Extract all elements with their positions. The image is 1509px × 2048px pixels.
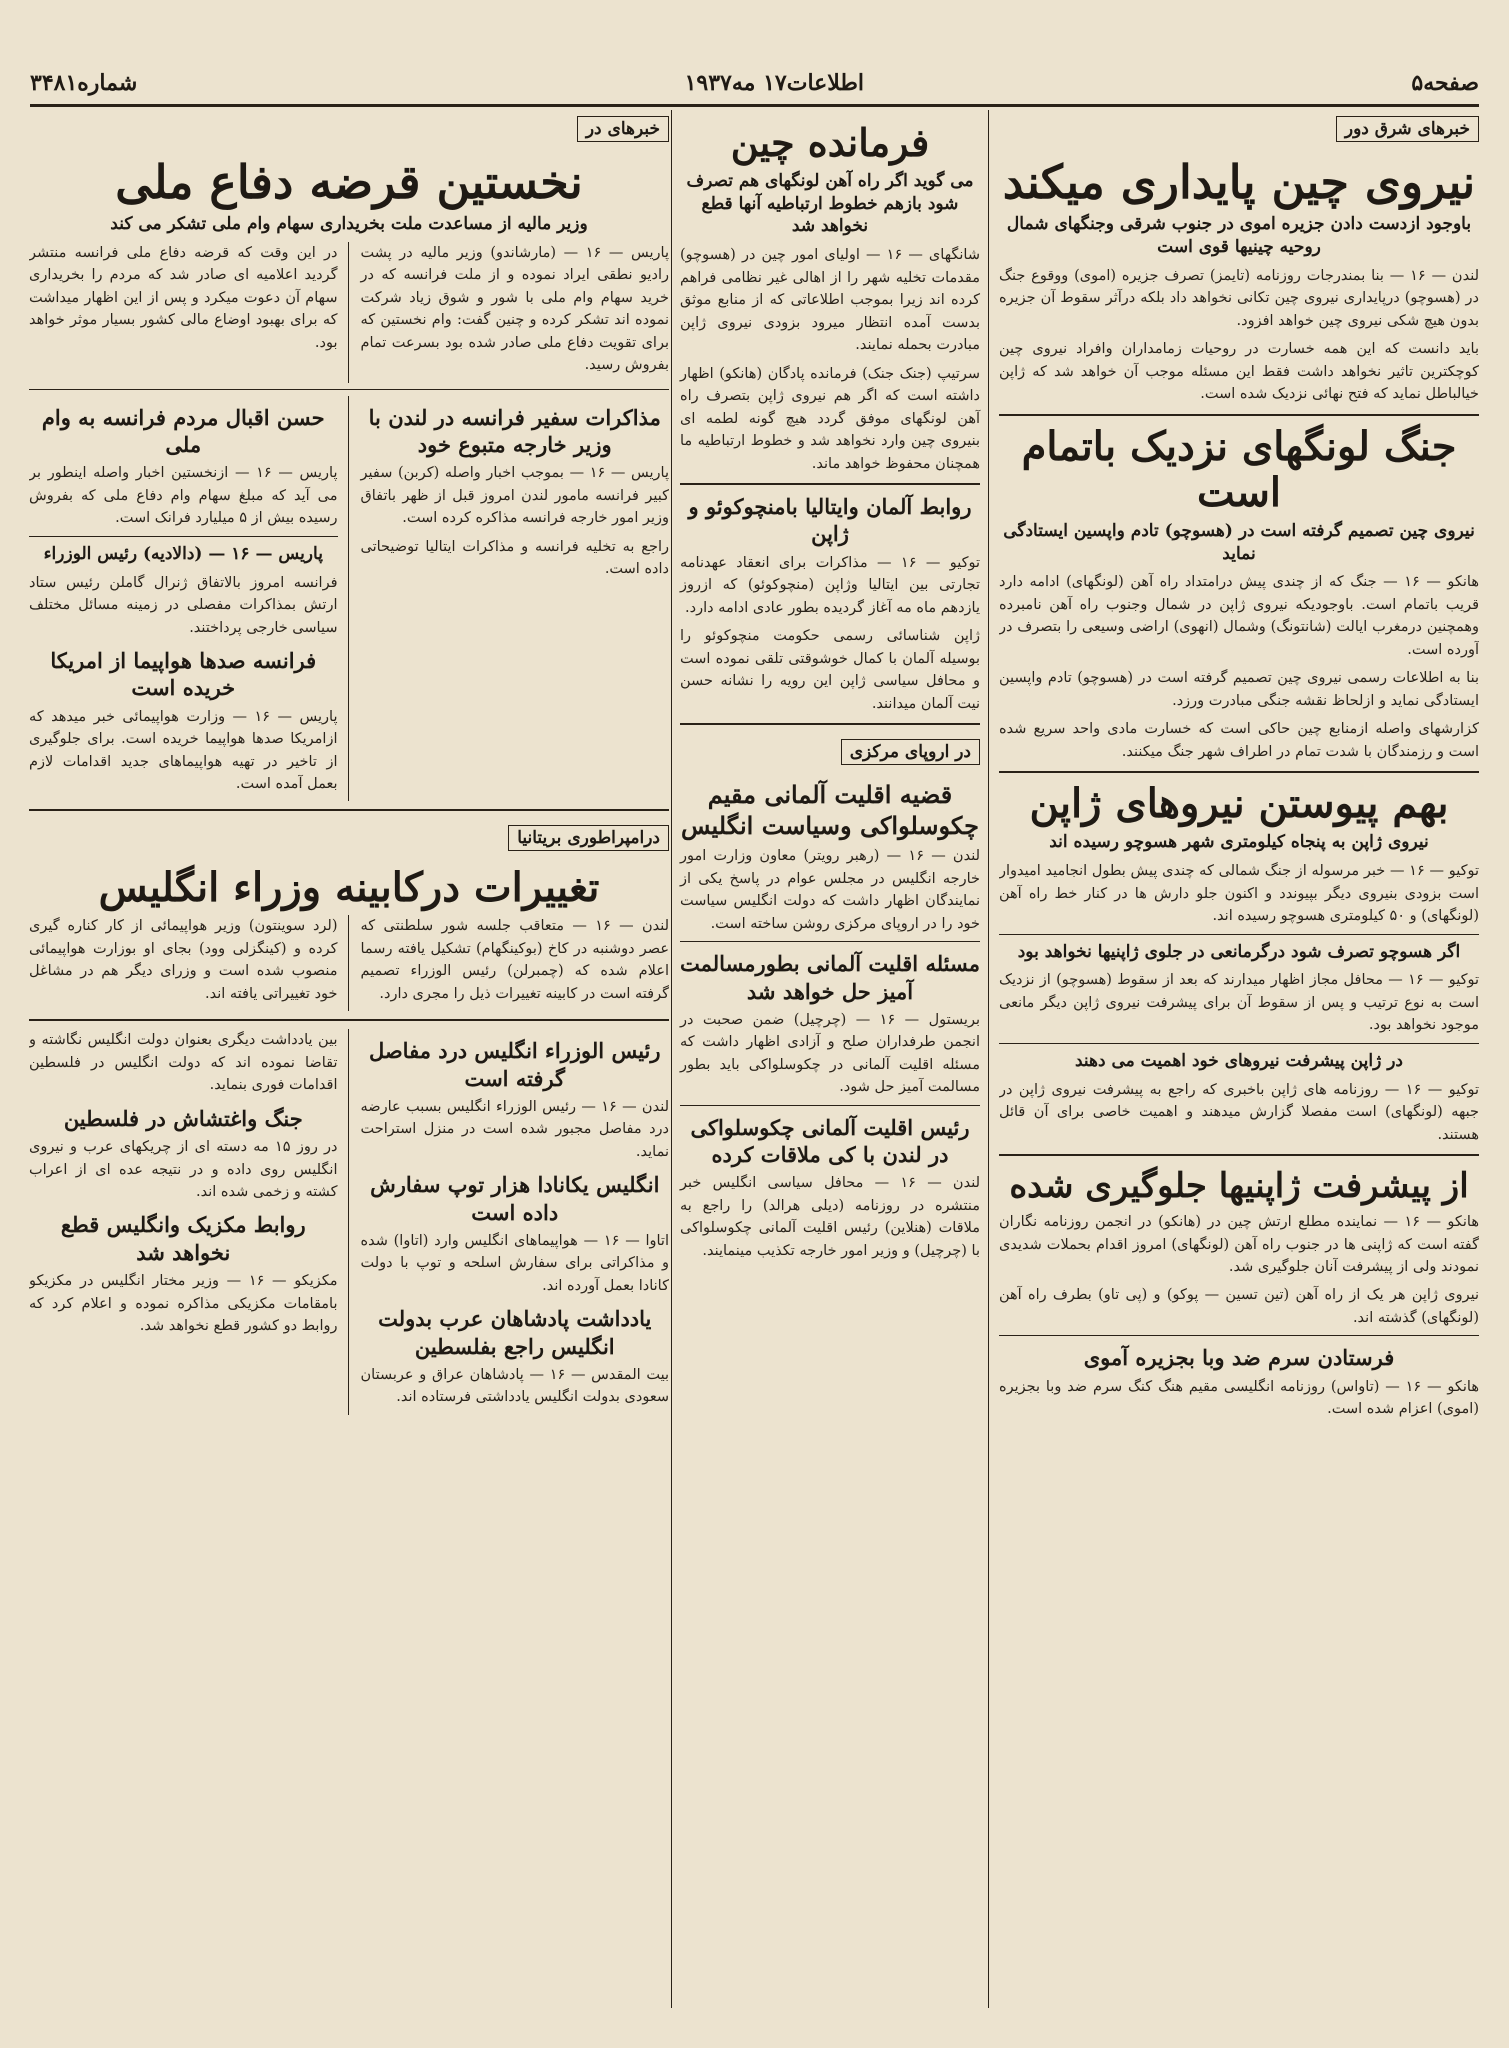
article-paragraph: راجع به تخلیه فرانسه و مذاکرات ایتالیا توضیحاتی داده است. — [360, 538, 669, 578]
divider — [29, 1019, 669, 1021]
issue-date: اطلاعات۱۷ مه۱۹۳۷ — [684, 70, 865, 96]
divider — [680, 941, 980, 942]
headline: یادداشت پادشاهان عرب بدولت انگلیس راجع بفلسطین — [378, 1306, 652, 1359]
two-column-text — [29, 1029, 669, 1415]
article-paragraph: فرانسه امروز بالاتفاق ژنرال گاملن رئیس ستاد ارتش بمذاکرات مفصلی در زمینه مسائل مختلف سیاسی خارجی پرداختند. — [29, 574, 338, 636]
section-kicker: خبرهای شرق دور — [1336, 116, 1479, 142]
headline: از پیشرفت ژاپنیها جلوگیری شده — [1009, 1166, 1469, 1207]
headline: فرانسه صدها هواپیما از امریکا خریده است — [50, 647, 317, 701]
section-kicker: خبرهای در — [577, 116, 669, 142]
article-paragraph: در روز ۱۵ مه دسته ای از چریکهای عرب و نیروی انگلیس روی داده و در نتیجه عده ای از اعراب کشته و زخمی شده اند. — [29, 1139, 338, 1200]
column-east-asia — [999, 110, 1479, 2008]
subheadline: وزیر مالیه از مساعدت ملت بخریداری سهام وام ملی تشکر می کند — [110, 213, 588, 234]
headline: جنگ لونگهای نزدیک باتمام است — [1021, 422, 1457, 516]
headline: مسئله اقلیت آلمانی بطورمسالمت آمیز حل خواهد شد — [680, 951, 980, 1004]
subheadline: می گوید اگر راه آهن لونگهای هم تصرف شود بازهم خطوط ارتباطیه آنها قطع نخواهد شد — [686, 170, 974, 237]
two-column-text — [29, 242, 669, 383]
article-paragraph: مکزیکو — ۱۶ — وزیر مختار انگلیس در مکزیکو بامقامات مکزیکی مذاکره نموده و اعلام کرد که روابط دو کشور قطع نخواهد شد. — [29, 1273, 338, 1334]
divider — [680, 483, 980, 485]
article-paragraph: لندن — ۱۶ — (رهبر رویتر) معاون وزارت امور خارجه انگلیس در مجلس عوام در پاسخ یکی از نمایندگان اظهار داشت که دولت انگلیس سیاست خود را در اروپای مرکزی روشن ساخته است. — [680, 848, 980, 932]
article-paragraph: هانکو — ۱۶ — (تاواس) روزنامه انگلیسی مقیم هنگ کنگ سرم ضد وبا بجزیره (اموی) اعزام شده است. — [999, 1378, 1479, 1418]
headline: روابط آلمان وایتالیا بامنچوکوئو و ژاپن — [688, 494, 972, 547]
divider — [999, 934, 1479, 935]
article-paragraph: پاریس — ۱۶ — بموجب اخبار واصله (کربن) سفیر کبیر فرانسه مامور لندن امروز قبل از ظهر باتفاق وزیر امور خارجه فرانسه مذاکره کرده است. — [360, 465, 669, 527]
headline: فرستادن سرم ضد وبا بجزیره آموی — [1083, 1345, 1395, 1371]
issue-number: شماره۳۴۸۱ — [30, 70, 138, 96]
article-paragraph: لندن — ۱۶ — متعاقب جلسه شور سلطنتی که عصر دوشنبه در کاخ (بوکینگهام) تشکیل یافته رسما اعلام شده که (چمبرلن) رئیس الوزراء تصمیم گرفته است در کابینه تغییرات ذیل را مجری دارد. — [360, 918, 669, 1002]
section-kicker: درامپراطوری بریتانیا — [508, 825, 669, 851]
divider — [29, 809, 669, 811]
two-column-text — [29, 915, 669, 1011]
headline: در ژاپن پیشرفت نیروهای خود اهمیت می دهند — [1074, 1050, 1403, 1071]
headline: نخستین قرضه دفاع ملی — [115, 155, 583, 209]
divider — [999, 1154, 1479, 1156]
divider — [999, 1335, 1479, 1336]
headline: پاریس — ۱۶ — (دالادیه) رئیس الوزراء — [43, 543, 323, 564]
article-paragraph: لندن — ۱۶ — رئیس الوزراء انگلیس بسبب عارضه درد مفاصل مجبور شده است در منزل استراحت نماید. — [360, 1098, 669, 1160]
headline: اگر هسوچو تصرف شود درگرمانعی در جلوی ژاپنیها نخواهد بود — [1017, 941, 1461, 962]
article-paragraph: بنا به اطلاعات رسمی نیروی چین تصمیم گرفته است در (هسوچو) تادم واپسین ایستادگی نماید و ازلحاظ نقشه جنگی مبادرت ورزد. — [999, 670, 1479, 709]
article-paragraph: ژاپن شناسائی رسمی حکومت منچوکوئو را بوسیله آلمان با کمال خوشوقتی تلقی نموده است و محافل سیاسی ژاپن این رویه را نشانه حسن نیت آلمان میدانند. — [680, 628, 980, 712]
two-column-text — [29, 396, 669, 802]
article-paragraph: توکیو — ۱۶ — روزنامه های ژاپن باخبری که راجع به پیشرفت نیروی ژاپن در جبهه (لونگهای) است مفصلا گزارش میدهند و اهمیت خاصی برای آن قائل هستند. — [999, 1081, 1479, 1143]
page-number: صفحه۵ — [1411, 70, 1479, 96]
article-paragraph: اتاوا — ۱۶ — هواپیماهای انگلیس وارد (اتاوا) شده و مذاکراتی برای سفارش اسلحه و توپ با دولت کانادا بعمل آورده اند. — [360, 1232, 669, 1294]
headline: انگلیس یکانادا هزار توپ سفارش داده است — [370, 1172, 660, 1225]
divider — [999, 771, 1479, 773]
article-paragraph: توکیو — ۱۶ — خبر مرسوله از جنگ شمالی که چندی پیش بطول انجامید امیدوار است بزودی بنیروی دیگر بپیوندد و اکنون جلو دارش ها در کنار خط راه آهن (لونگهای) و ۵۰ کیلومتری هسوچو رسیده اند. — [999, 863, 1479, 925]
headline: جنگ واغتشاش در فلسطین — [63, 1105, 303, 1131]
article-paragraph: هانکو — ۱۶ — نماینده مطلع ارتش چین در (هانکو) در انجمن روزنامه نگاران گفته است که ژاپنی ها در جنوب راه آهن (لونگهای) امروز اقدام بحملات شدیدی نمودند ولی از پیشرفت آنان جلوگیری شد. — [999, 1214, 1479, 1275]
divider — [680, 1105, 980, 1106]
column-middle — [671, 110, 989, 2008]
section-kicker: در اروپای مرکزی — [841, 739, 980, 765]
headline: حسن اقبال مردم فرانسه به وام ملی — [41, 404, 325, 457]
masthead — [30, 62, 1479, 107]
subheadline: نیروی ژاپن به پنجاه کیلومتری شهر هسوچو رسیده اند — [1049, 832, 1429, 853]
article-paragraph: لندن — ۱۶ — بنا بمندرجات روزنامه (تایمز) تصرف جزیره (اموی) ووقوع جنگ در (هسوچو) درپایداری نیروی چین تکانی نخواهد داد بلکه درآثر سقوط آن جزیره بدون هیچ شکی نیروی چین خواهد افزود. — [999, 267, 1479, 329]
headline: قضیه اقلیت آلمانی مقیم چکوسلواکی وسیاست انگلیس — [680, 779, 980, 841]
article-paragraph: در این وقت که قرضه دفاع ملی فرانسه منتشر گردید اعلامیه ای صادر شد که مردم را بخریداری سهام آن دعوت میکرد و پس از این اظهار میداشت که برای بهبود اوضاع مالی کشور بسیار موثر خواهد بود. — [29, 244, 338, 351]
article-paragraph: سرتیپ (جنک جنک) فرمانده پادگان (هانکو) اظهار داشته است که اگر هم نیروی ژاپن بتصرف راه آهن لونگهای موفق گردد هیچ گونه لطمه ای بنیروی چین وارد نخواهد شد و خطوط ارتباطیه ما همچنان محفوظ خواهد ماند. — [680, 365, 980, 472]
article-paragraph: شانگهای — ۱۶ — اولیای امور چین در (هسوچو) مقدمات تخلیه شهر را از اهالی غیر نظامی فراهم کرده اند زیرا بموجب اطلاعاتی که از منابع موثق بدست آمده انتظار میرود بزودی نیروی ژاپن مبادرت بحمله نمایند. — [680, 247, 980, 354]
headline: بهم پیوستن نیروهای ژاپن — [1029, 780, 1449, 828]
article-paragraph: توکیو — ۱۶ — مذاکرات برای انعقاد عهدنامه تجارتی بین ایتالیا وژاپن (منچوکوئو) که ازروز یازدهم ماه مه آغاز گردیده بطور عادی ادامه دارد. — [680, 554, 980, 616]
headline: نیروی چین پایداری میکند — [1002, 155, 1476, 209]
subheadline: نیروی چین تصمیم گرفته است در (هسوچو) تادم واپسین ایستادگی نماید — [1003, 520, 1475, 564]
article-paragraph: نیروی ژاپن هر یک از راه آهن (تین تسین — پوکو) و (پی تاو) بطرف راه آهن (لونگهای) گذشته اند. — [999, 1287, 1479, 1326]
divider — [999, 414, 1479, 416]
divider — [999, 1043, 1479, 1044]
article-paragraph: لندن — ۱۶ — محافل سیاسی انگلیس خبر منتشره در روزنامه (دیلی هرالد) را راجع به ملاقات (هنلاین) رئیس اقلیت آلمانی چکوسلواکی با (چرچیل) و وزیر امور خارجه تکذیب مینمایند. — [680, 1175, 980, 1259]
headline: رئیس اقلیت آلمانی چکوسلواکی در لندن با کی ملاقات کرده — [690, 1114, 970, 1167]
article-paragraph: پاریس — ۱۶ — ازنخستین اخبار واصله اینطور بر می آید که مبلغ سهام وام دفاع ملی که بفروش رسیده بیش از ۵ میلیارد فرانک است. — [29, 465, 338, 527]
article-paragraph: بریستول — ۱۶ — (چرچیل) ضمن صحبت در انجمن طرفداران صلح و آزادی اظهار داشت که مسئله اقلیت آلمانی در چکوسلواکی باید بطور مسالمت آمیز حل شود. — [680, 1011, 980, 1096]
article-paragraph: (لرد سوینتون) وزیر هواپیمائی از کار کناره گیری کرده و (کینگزلی وود) بجای او بوزارت هواپیمائی منصوب شده است و وزرای دیگر هم در مشاغل خود تغییراتی یافته اند. — [29, 918, 338, 1002]
headline: رئیس الوزراء انگلیس درد مفاصل گرفته است — [368, 1038, 661, 1091]
article-paragraph: بین یادداشت دیگری بعنوان دولت انگلیس نگاشته و تقاضا نموده اند که دولت انگلیس در فلسطین اقدامات فوری بنماید. — [29, 1032, 338, 1094]
divider — [29, 536, 338, 537]
article-paragraph: باید دانست که این همه خسارت در روحیات زمامداران وافراد نیروی چین کوچکترین تاثیر نخواهد داشت فقط این مسئله موجب آن خواهد شد که ژاپن خیالباطل نماید که فتح نهائی نزدیک شده است. — [999, 341, 1479, 403]
headline: مذاکرات سفیر فرانسه در لندن با وزیر خارجه متبوع خود — [368, 404, 661, 457]
article-paragraph: هانکو — ۱۶ — جنگ که از چندی پیش درامتداد راه آهن (لونگهای) ادامه دارد قریب باتمام است. باوجودیکه نیروی ژاپن در شمال وجنوب راه آهن نامبرده وهمچنین درمغرب ایالت (شانتونگ) وشمال (انهوی) اراضی وسیعی را بتصرف در آورده است. — [999, 574, 1479, 658]
headline: تغییرات درکابینه وزراء انگلیس — [98, 864, 600, 912]
headline: روابط مکزیک وانگلیس قطع نخواهد شد — [60, 1212, 306, 1265]
divider — [29, 389, 669, 390]
article-paragraph: کزارشهای واصله ازمنابع چین حاکی است که خسارت مادی واحد سریع شده است و رزمندگان با شدت تمام در اطراف شهر جنگ میکنند. — [999, 721, 1479, 760]
divider — [680, 723, 980, 725]
article-paragraph: بیت المقدس — ۱۶ — پادشاهان عراق و عربستان سعودی بدولت انگلیس یادداشتی فرستاده اند. — [360, 1366, 669, 1406]
subheadline: باوجود ازدست دادن جزیره اموی در جنوب شرقی وجنگهای شمال روحیه چینیها قوی است — [1006, 213, 1472, 257]
headline: فرمانده چین — [730, 120, 930, 165]
column-europe — [29, 110, 669, 2008]
article-paragraph: پاریس — ۱۶ — وزارت هواپیمائی خبر میدهد که ازامریکا صدها هواپیما خریده است. برای جلوگیری از تاخیر در تهیه هواپیماهای جدید اقدامات لازم بعمل آمده است. — [29, 708, 338, 792]
article-paragraph: پاریس — ۱۶ — (مارشاندو) وزیر مالیه در پشت رادیو نطقی ایراد نموده و از ملت فرانسه که در خرید سهام وام ملی با شور و شوق زیاد شرکت نموده اند تشکر کرده و چنین گفت: وام نخستین که برای تقویت دفاع ملی صادر شده بود بسرعت تمام بفروش رسید. — [360, 244, 669, 374]
article-paragraph: توکیو — ۱۶ — محافل مجاز اظهار میدارند که بعد از سقوط (هسوچو) از نزدیک است به نوع ترتیب و پس از سقوط آن برای پیشرفت نیروی ژاپن دیگر مانعی موجود نخواهد بود. — [999, 972, 1479, 1034]
